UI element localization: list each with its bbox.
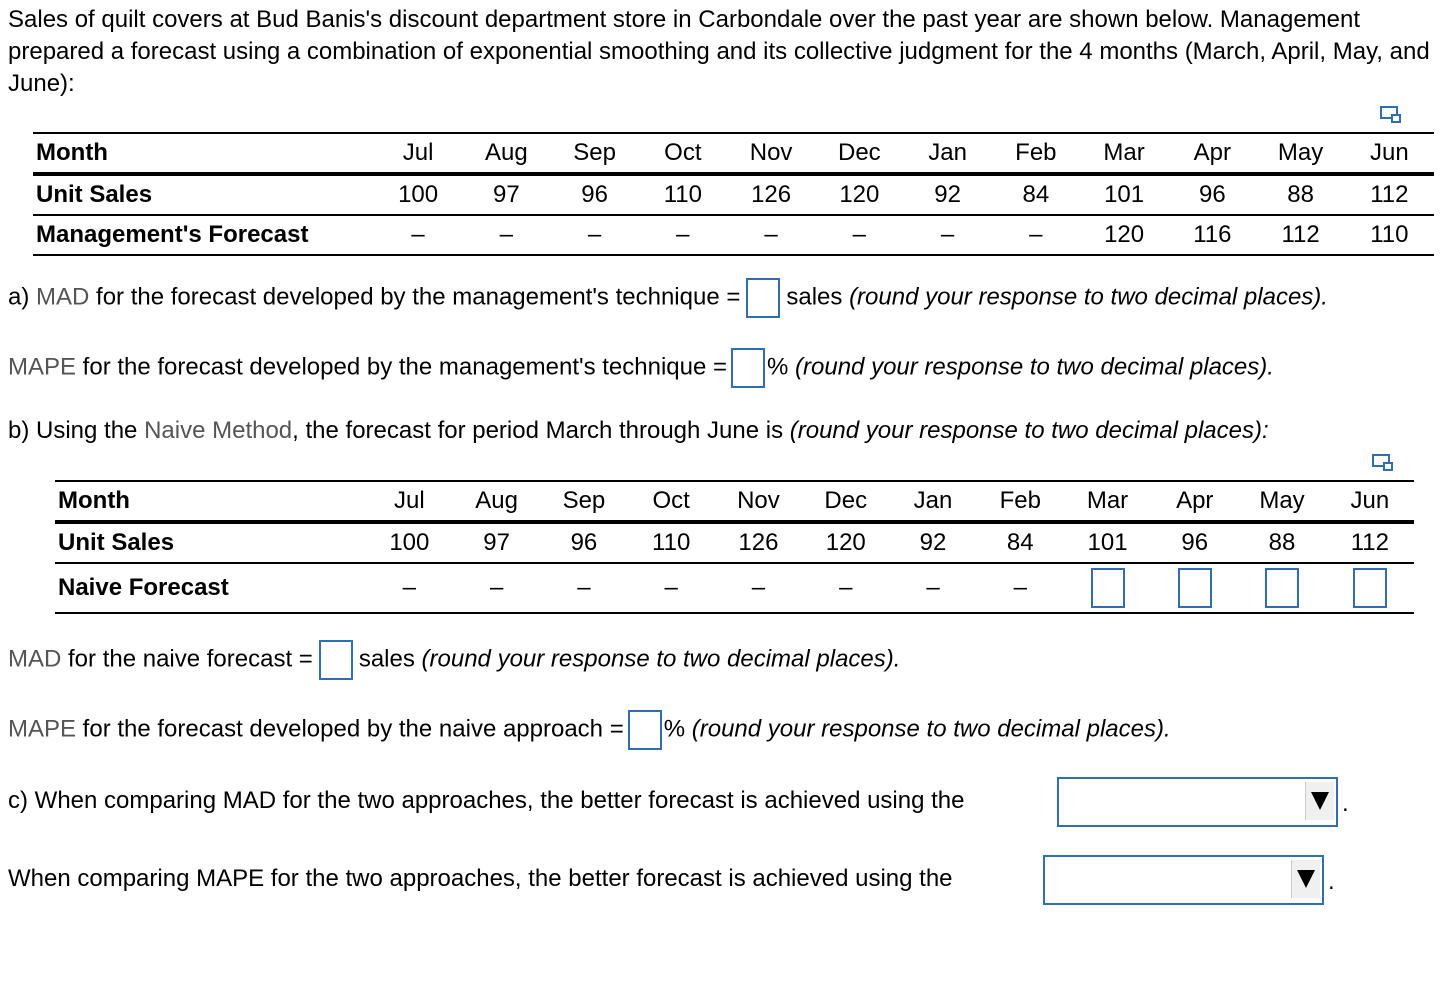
forecast-cell: 116 bbox=[1168, 215, 1256, 255]
chevron-down-icon bbox=[1305, 782, 1334, 820]
question-prefix: a) bbox=[8, 283, 37, 311]
dash-cell: – bbox=[374, 215, 462, 255]
naive-forecast-jun-input[interactable] bbox=[1353, 568, 1387, 608]
mad-term-link[interactable]: MAD bbox=[8, 645, 62, 673]
rounding-instruction: (round your response to two decimal places). bbox=[421, 645, 901, 673]
month-cell: Nov bbox=[727, 133, 815, 174]
table-row bbox=[55, 563, 1414, 613]
naive-forecast-may-input[interactable] bbox=[1265, 568, 1299, 608]
management-mad-input[interactable] bbox=[746, 278, 780, 318]
sales-cell: 92 bbox=[889, 522, 976, 563]
question-b-mape bbox=[8, 710, 1171, 750]
month-cell: Jan bbox=[903, 133, 991, 174]
sales-cell: 110 bbox=[628, 522, 715, 563]
forecast-cell: 110 bbox=[1345, 215, 1434, 255]
naive-mape-input[interactable] bbox=[628, 710, 662, 750]
mad-term-link[interactable]: MAD bbox=[36, 283, 90, 311]
month-cell: Nov bbox=[715, 481, 802, 522]
sales-cell: 110 bbox=[639, 174, 727, 215]
naive-forecast-table bbox=[55, 480, 1414, 614]
sales-cell: 112 bbox=[1345, 174, 1434, 215]
rounding-instruction: (round your response to two decimal places). bbox=[795, 353, 1274, 381]
month-cell: Dec bbox=[815, 133, 903, 174]
sales-cell: 100 bbox=[366, 522, 453, 563]
dash-cell: – bbox=[815, 215, 903, 255]
dash-cell: – bbox=[889, 563, 976, 613]
unit-label: sales bbox=[786, 283, 850, 311]
dash-cell: – bbox=[639, 215, 727, 255]
question-a-mape bbox=[8, 348, 1274, 388]
dash-cell: – bbox=[802, 563, 889, 613]
month-cell: May bbox=[1238, 481, 1325, 522]
question-text: b) Using the bbox=[8, 417, 145, 444]
table-row bbox=[33, 174, 1434, 215]
resize-table-icon[interactable] bbox=[1372, 454, 1394, 472]
month-cell: Oct bbox=[628, 481, 715, 522]
dash-cell: – bbox=[727, 215, 815, 255]
rounding-instruction: (round your response to two decimal places): bbox=[789, 417, 1269, 444]
problem-intro: Sales of quilt covers at Bud Banis's discount department store in Carbondale over the past year are shown below. Management prepared a forecast using a combination of exponential smoothing and its collective judgment for the 4 months (March, April, May, and June): bbox=[8, 6, 1430, 97]
month-cell: Aug bbox=[462, 133, 550, 174]
row-header-naive-forecast: Naive Forecast bbox=[55, 563, 366, 613]
month-cell: Jul bbox=[366, 481, 453, 522]
naive-forecast-mar-input[interactable] bbox=[1091, 568, 1125, 608]
naive-forecast-cell bbox=[1326, 563, 1414, 613]
naive-forecast-cell bbox=[1064, 563, 1151, 613]
row-header-month: Month bbox=[55, 481, 366, 522]
sales-cell: 84 bbox=[992, 174, 1080, 215]
dash-cell: – bbox=[977, 563, 1064, 613]
sales-cell: 126 bbox=[727, 174, 815, 215]
month-cell: Sep bbox=[550, 133, 638, 174]
question-text: , the forecast for period March through June is bbox=[292, 417, 790, 444]
sales-cell: 96 bbox=[1168, 174, 1256, 215]
sales-cell: 96 bbox=[540, 522, 627, 563]
mape-term-link[interactable]: MAPE bbox=[8, 715, 77, 743]
month-cell: Apr bbox=[1151, 481, 1238, 522]
sales-cell: 112 bbox=[1326, 522, 1414, 563]
question-text: for the naive forecast = bbox=[61, 645, 313, 673]
dash-cell: – bbox=[366, 563, 453, 613]
naive-forecast-cell bbox=[1238, 563, 1325, 613]
table-row bbox=[33, 215, 1434, 255]
dash-cell: – bbox=[462, 215, 550, 255]
sales-cell: 92 bbox=[903, 174, 991, 215]
month-cell: Feb bbox=[977, 481, 1064, 522]
month-cell: May bbox=[1256, 133, 1344, 174]
naive-mad-input[interactable] bbox=[319, 640, 353, 680]
question-c-mape: When comparing MAPE for the two approaches, the better forecast is achieved using the bbox=[8, 865, 953, 892]
dash-cell: – bbox=[992, 215, 1080, 255]
month-cell: Jan bbox=[889, 481, 976, 522]
dash-cell: – bbox=[550, 215, 638, 255]
month-cell: Oct bbox=[639, 133, 727, 174]
table-row bbox=[33, 133, 1434, 174]
row-header-unit-sales: Unit Sales bbox=[33, 174, 374, 215]
month-cell: Feb bbox=[992, 133, 1080, 174]
sales-cell: 101 bbox=[1064, 522, 1151, 563]
unit-label: sales bbox=[358, 645, 422, 673]
naive-forecast-apr-input[interactable] bbox=[1178, 568, 1212, 608]
rounding-instruction: (round your response to two decimal places). bbox=[849, 283, 1328, 311]
forecast-cell: 112 bbox=[1256, 215, 1344, 255]
percent-label: % bbox=[663, 715, 686, 743]
month-cell: Jun bbox=[1345, 133, 1434, 174]
rounding-instruction: (round your response to two decimal places). bbox=[691, 715, 1171, 743]
mape-term-link[interactable]: MAPE bbox=[8, 353, 77, 381]
month-cell: Mar bbox=[1080, 133, 1168, 174]
dash-cell: – bbox=[715, 563, 802, 613]
row-header-month: Month bbox=[33, 133, 374, 174]
naive-method-term-link[interactable]: Naive Method bbox=[144, 417, 293, 444]
percent-label: % bbox=[767, 353, 789, 381]
question-text: for the forecast developed by the management's technique = bbox=[76, 353, 728, 381]
sales-cell: 100 bbox=[374, 174, 462, 215]
question-text: for the forecast developed by the naive approach = bbox=[76, 715, 624, 743]
row-header-unit-sales: Unit Sales bbox=[55, 522, 366, 563]
question-b-mad bbox=[8, 640, 900, 680]
sales-cell: 97 bbox=[453, 522, 540, 563]
sales-cell: 97 bbox=[462, 174, 550, 215]
mad-comparison-dropdown[interactable] bbox=[1057, 777, 1338, 827]
month-cell: Apr bbox=[1168, 133, 1256, 174]
management-mape-input[interactable] bbox=[731, 348, 765, 388]
question-c-mad: c) When comparing MAD for the two approaches, the better forecast is achieved using the bbox=[8, 787, 965, 814]
chevron-down-icon bbox=[1291, 860, 1320, 898]
period: . bbox=[1342, 790, 1349, 817]
question-text: for the forecast developed by the management's technique = bbox=[89, 283, 741, 311]
question-a-mad bbox=[8, 278, 1328, 318]
sales-cell: 120 bbox=[802, 522, 889, 563]
row-header-management-forecast: Management's Forecast bbox=[33, 215, 374, 255]
management-forecast-table bbox=[33, 132, 1434, 256]
sales-cell: 84 bbox=[977, 522, 1064, 563]
mape-comparison-dropdown[interactable] bbox=[1043, 855, 1324, 905]
period: . bbox=[1328, 868, 1335, 895]
sales-cell: 96 bbox=[1151, 522, 1238, 563]
sales-cell: 126 bbox=[715, 522, 802, 563]
sales-cell: 101 bbox=[1080, 174, 1168, 215]
sales-cell: 120 bbox=[815, 174, 903, 215]
naive-forecast-cell bbox=[1151, 563, 1238, 613]
forecast-cell: 120 bbox=[1080, 215, 1168, 255]
question-b bbox=[8, 416, 1269, 446]
month-cell: Jun bbox=[1326, 481, 1414, 522]
sales-cell: 88 bbox=[1238, 522, 1325, 563]
month-cell: Mar bbox=[1064, 481, 1151, 522]
table-row bbox=[55, 481, 1414, 522]
month-cell: Jul bbox=[374, 133, 462, 174]
resize-table-icon[interactable] bbox=[1380, 106, 1402, 124]
dash-cell: – bbox=[628, 563, 715, 613]
dash-cell: – bbox=[453, 563, 540, 613]
table-row bbox=[55, 522, 1414, 563]
sales-cell: 88 bbox=[1256, 174, 1344, 215]
month-cell: Aug bbox=[453, 481, 540, 522]
sales-cell: 96 bbox=[550, 174, 638, 215]
dash-cell: – bbox=[540, 563, 627, 613]
month-cell: Dec bbox=[802, 481, 889, 522]
dash-cell: – bbox=[903, 215, 991, 255]
month-cell: Sep bbox=[540, 481, 627, 522]
